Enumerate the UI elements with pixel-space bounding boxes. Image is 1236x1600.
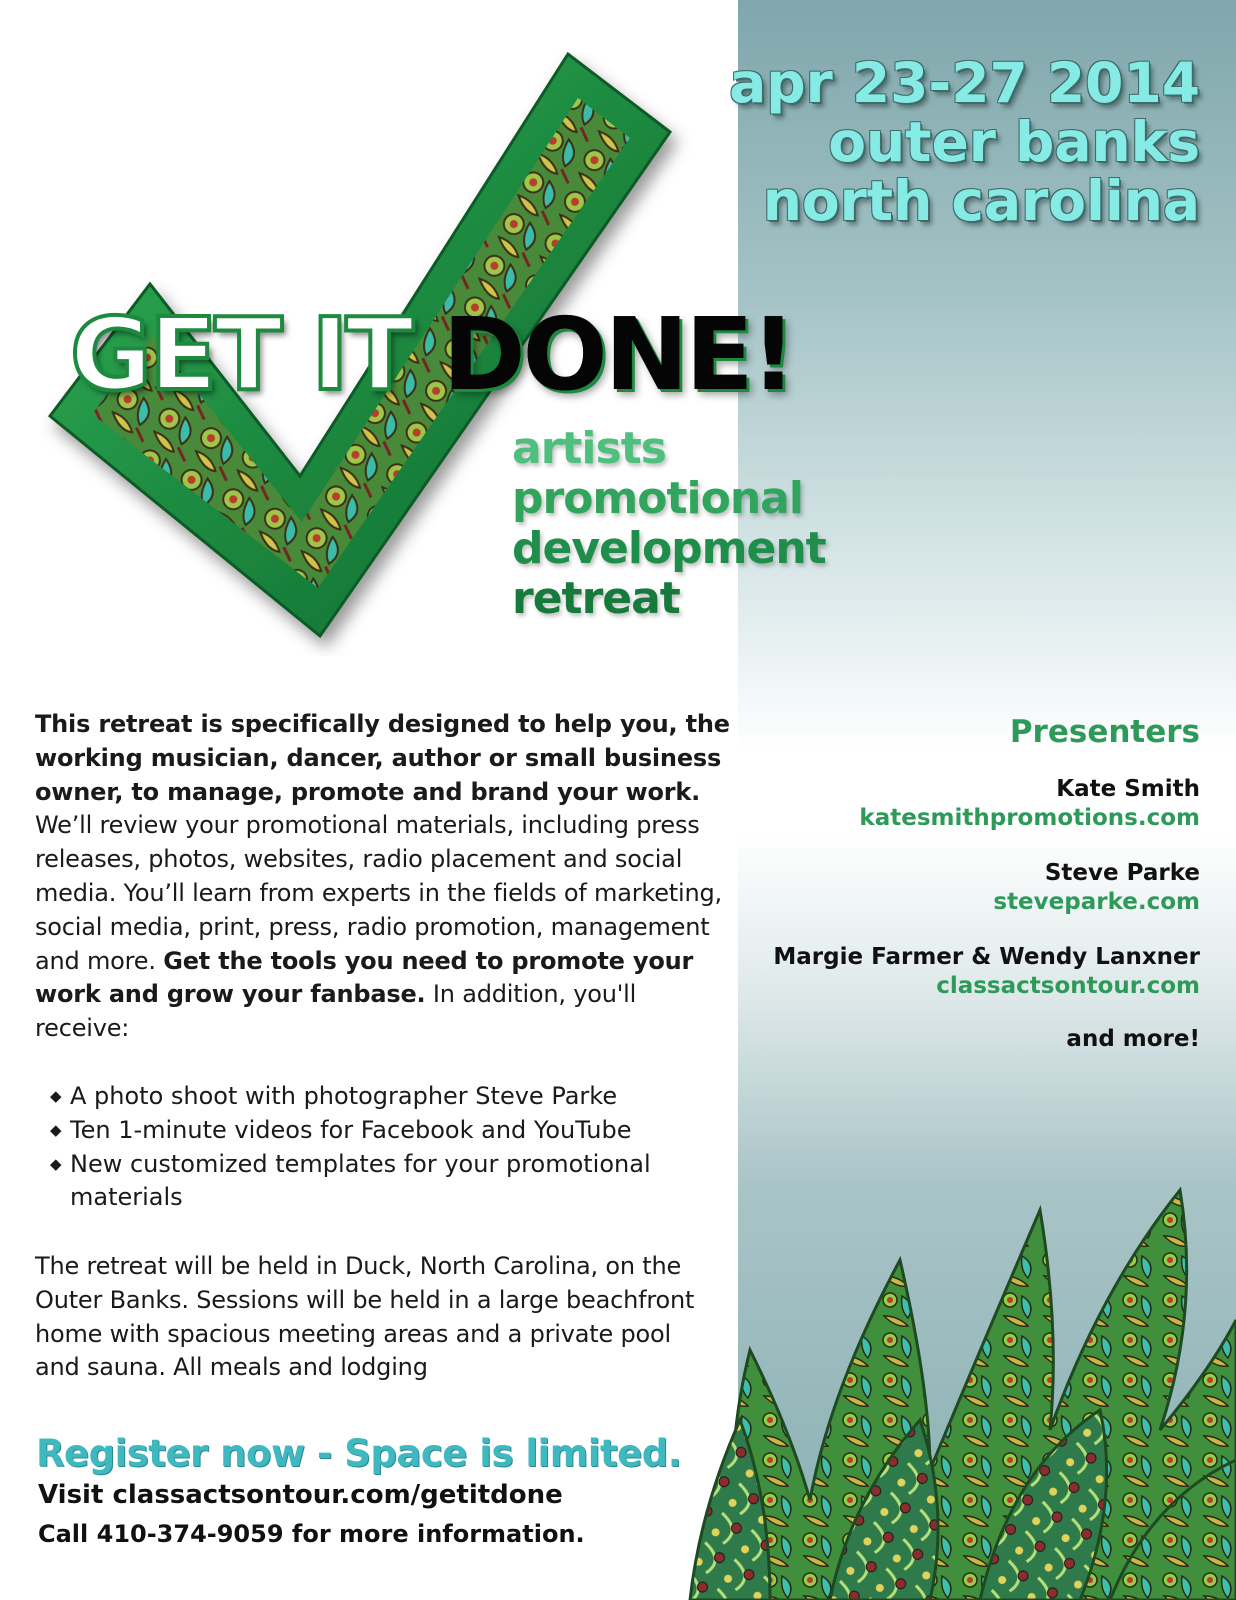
diamond-bullet-icon: ◆ [50,1087,62,1105]
headline-part2: DONE! [442,296,794,413]
benefits-list [48,1080,688,1215]
location-paragraph: The retreat will be held in Duck, North Carolina, on the Outer Banks. Sessions will be held in a large beachfront home with spacious meeting areas and a private pool and sauna. All meals and lodging [35,1252,695,1382]
intro-closing: In addition, you'll receive: [35,980,637,1043]
visit-url-text[interactable]: Visit classactsontour.com/getitdone [38,1480,563,1510]
presenter-url[interactable]: katesmithpromotions.com [859,805,1200,831]
diamond-bullet-icon: ◆ [50,1120,62,1139]
subtitle [512,424,826,624]
subtitle-line4: retreat [512,573,680,624]
list-item: ◆ Ten 1-minute videos for Facebook and YouTube [48,1114,688,1148]
intro-paragraph [35,708,735,1046]
presenter-item [720,942,1200,1000]
intro-text: We’ll review your promotional materials, including press releases, photos, websites, radio placement and social media. You’ll learn from experts in the fields of marketing, social media, print, press, radio promotion, management and more. [35,811,722,975]
list-item: ◆ A photo shoot with photographer Steve Parke [48,1080,688,1114]
presenter-url[interactable]: steveparke.com [993,889,1200,915]
headline-part1: GET IT [70,296,411,413]
subtitle-line2: promotional [512,473,803,524]
presenter-name: Steve Parke [1044,860,1200,886]
presenter-item [720,774,1200,832]
intro-bold-tools: Get the tools you need to promote your work and grow your fanbase. [35,946,694,1009]
presenters-and-more: and more! [1066,1026,1200,1052]
event-location-line1: outer banks [828,110,1200,174]
presenter-url[interactable]: classactsontour.com [936,973,1200,999]
subtitle-line1: artists [512,423,666,474]
presenter-item [720,858,1200,916]
presenters-title: Presenters [1009,714,1200,750]
decorative-foliage-illustration [680,1170,1236,1600]
event-date: apr 23-27 2014 [729,51,1200,115]
intro-bold-lead: This retreat is specifically designed to help you, the working musician, dancer, author or small business owner, to manage, promote and brand your work. [35,710,730,806]
presenter-name: Margie Farmer & Wendy Lanxner [773,944,1200,970]
presenters-section [720,714,1200,1052]
diamond-bullet-icon: ◆ [50,1154,62,1173]
event-date-location [729,51,1200,233]
event-location-line2: north carolina [762,169,1200,233]
subtitle-line3: development [512,523,826,574]
headline [70,296,794,413]
call-phone-text: Call 410-374-9059 for more information. [38,1520,585,1548]
register-headline: Register now - Space is limited. [36,1432,682,1475]
list-item: ◆ New customized templates for your promotional materials [50,1149,651,1212]
presenter-name: Kate Smith [1056,776,1200,802]
